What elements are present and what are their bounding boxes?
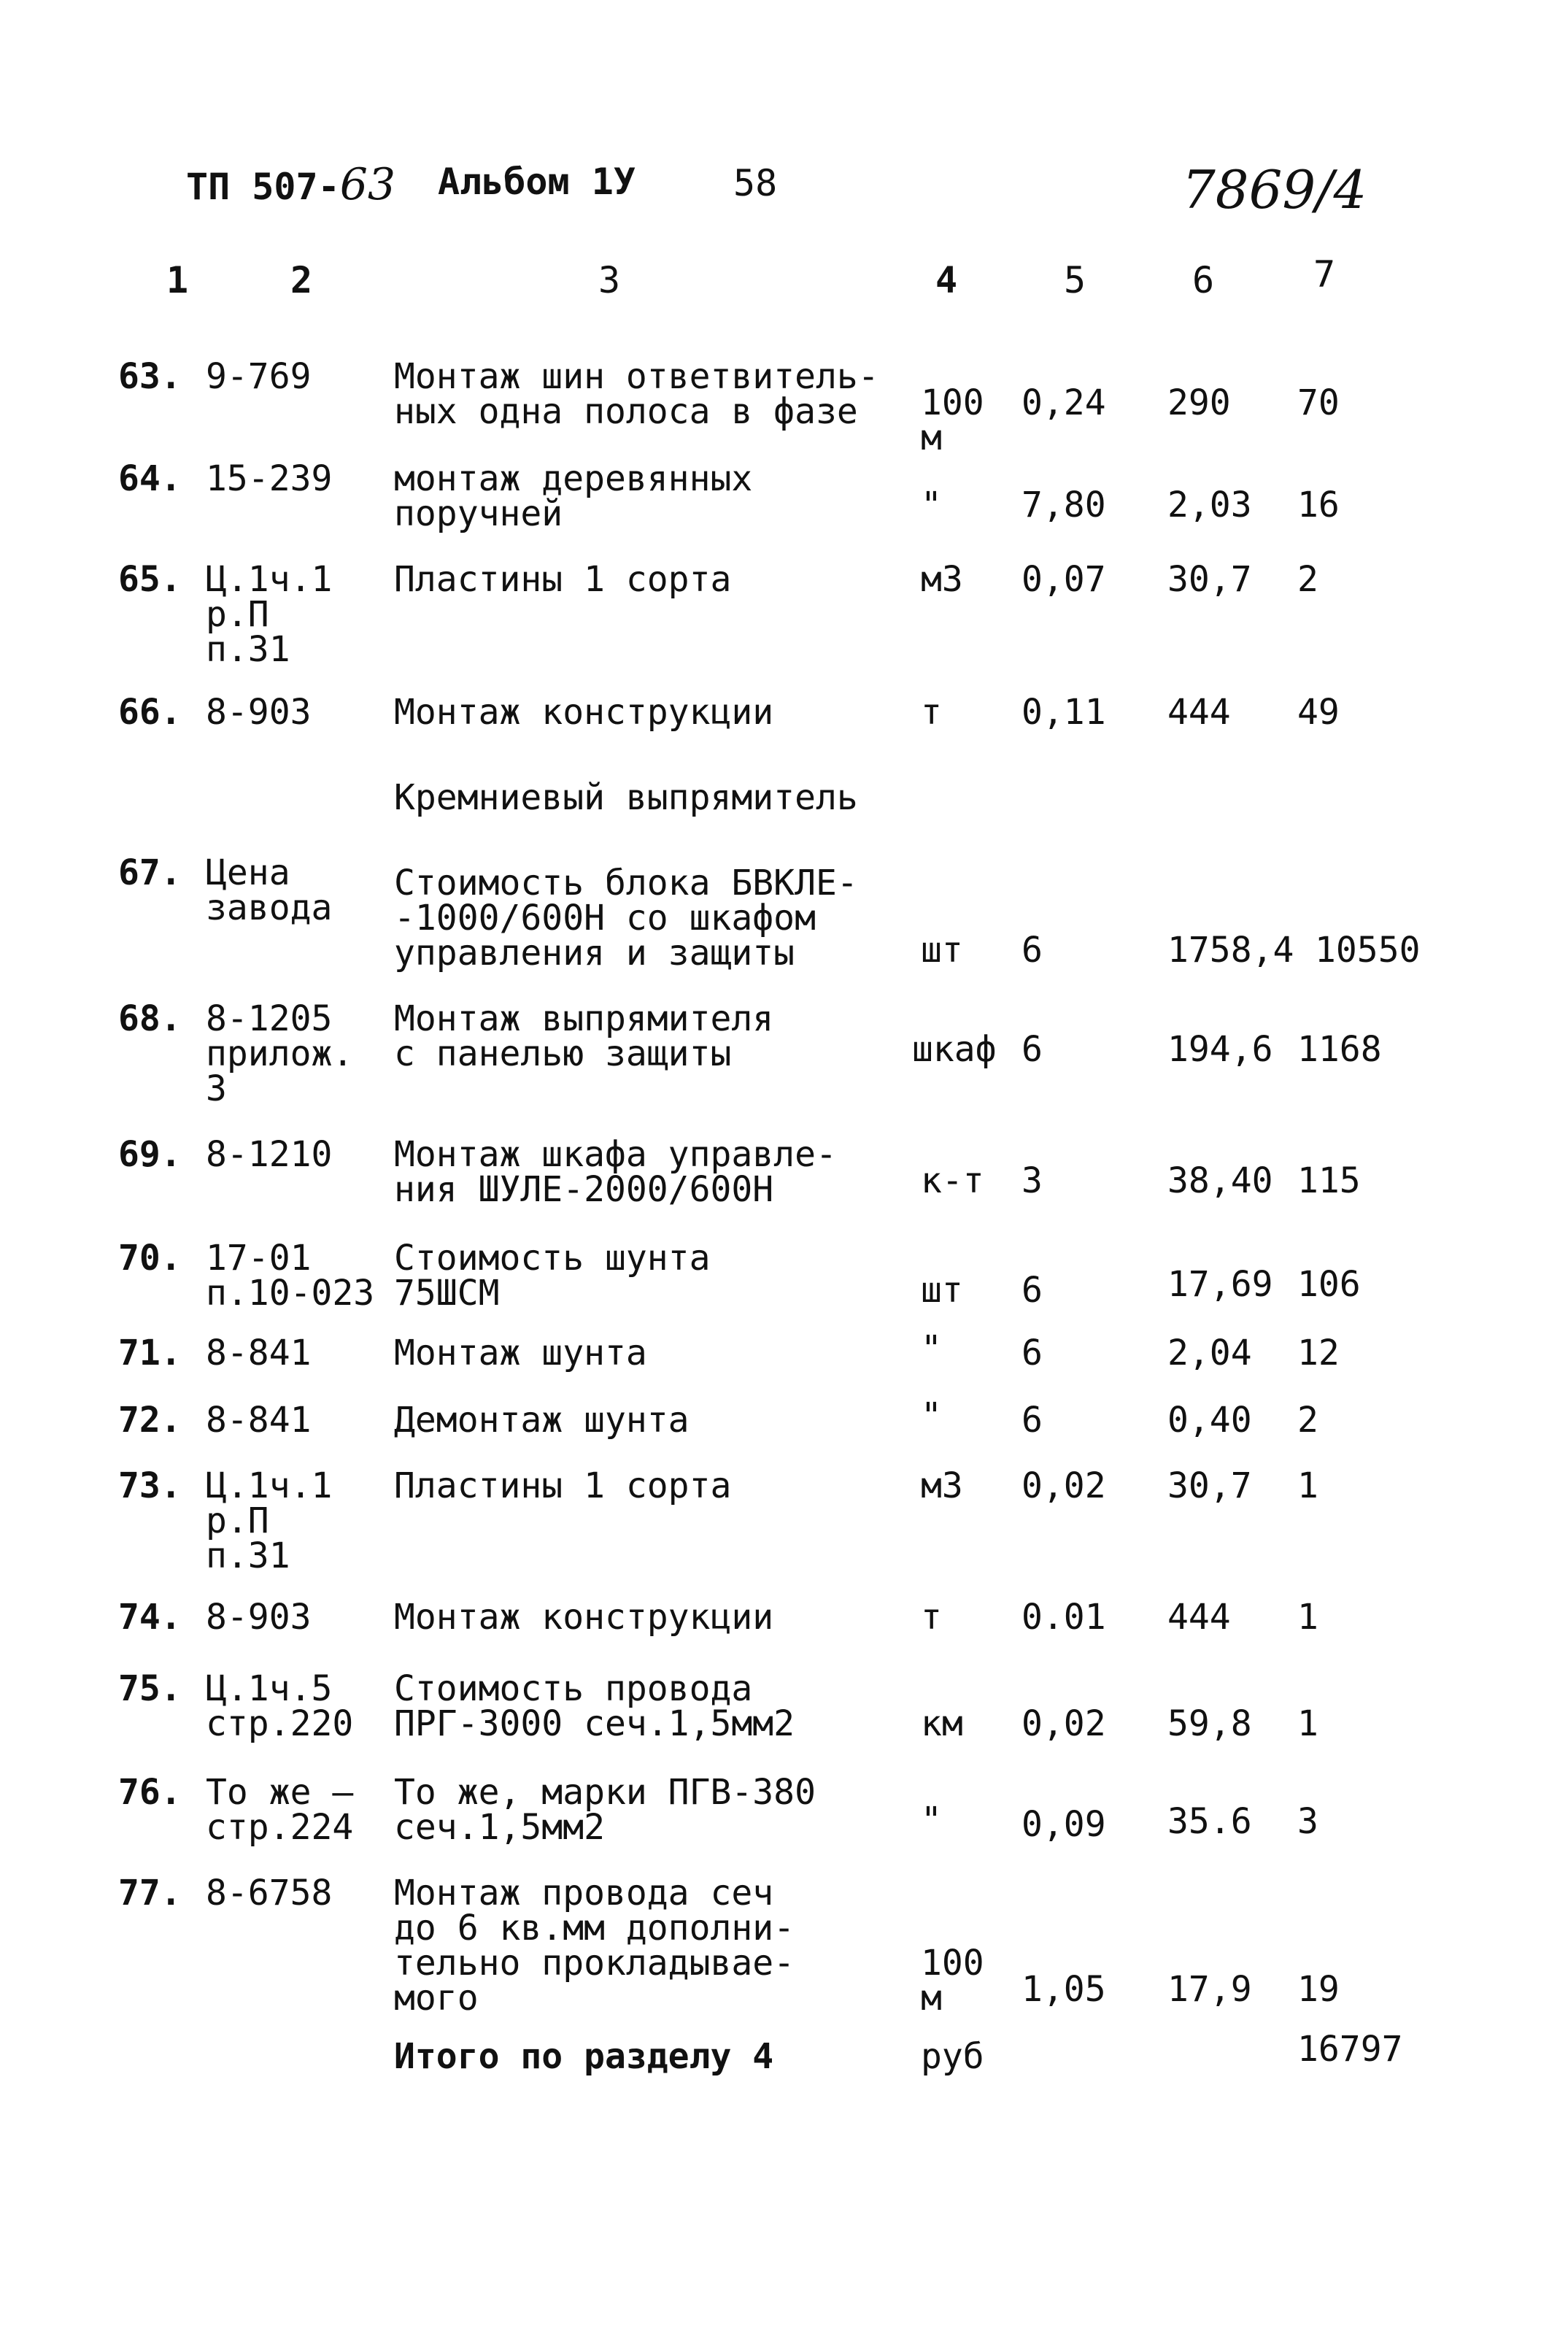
column-number: 7 <box>1313 253 1336 296</box>
row-number: 73. <box>118 1465 182 1506</box>
row-cost: 3 <box>1297 1801 1318 1842</box>
row-number: 64. <box>118 458 182 499</box>
row-code: 17-01 п.10-023 <box>206 1238 375 1314</box>
document-code-printed: ТП 507- <box>186 166 340 208</box>
row-code: 8-903 <box>206 1597 312 1638</box>
row-description: То же, марки ПГВ-380 сеч.1,5мм2 <box>394 1772 816 1848</box>
row-description: Стоимость блока БВКЛЕ- -1000/600Н со шкафом управления и защиты <box>394 863 858 974</box>
row-cost: 1 <box>1297 1597 1318 1638</box>
row-price: 35.6 <box>1167 1801 1252 1842</box>
row-number: 75. <box>118 1668 182 1709</box>
row-number: 69. <box>118 1134 182 1175</box>
page-number: 58 <box>733 162 778 204</box>
row-code: 9-769 <box>206 356 312 397</box>
row-description: монтаж деревянных поручней <box>394 458 753 534</box>
row-number: 77. <box>118 1873 182 1913</box>
row-unit: шт <box>921 1270 963 1311</box>
row-cost: 19 <box>1297 1969 1340 2010</box>
row-quantity: 0.01 <box>1021 1597 1106 1638</box>
row-number: 68. <box>118 998 182 1039</box>
row-number: 65. <box>118 559 182 600</box>
row-description: Пластины 1 сорта <box>394 1465 732 1506</box>
column-number: 6 <box>1192 259 1215 301</box>
row-price: 38,40 <box>1167 1160 1273 1201</box>
row-unit: 100 м <box>921 382 984 458</box>
row-number: 74. <box>118 1597 182 1638</box>
row-quantity: 6 <box>1021 1333 1043 1373</box>
row-quantity: 0,02 <box>1021 1703 1106 1744</box>
row-code: 15-239 <box>206 458 333 499</box>
row-unit: 100 м <box>921 1943 984 2019</box>
column-number: 1 <box>166 259 189 301</box>
row-code: 8-1205 прилож. 3 <box>206 998 354 1109</box>
row-description: Пластины 1 сорта <box>394 559 732 600</box>
row-quantity: 0,02 <box>1021 1465 1106 1506</box>
row-code: 8-1210 <box>206 1134 333 1175</box>
row-unit: т <box>921 1597 942 1638</box>
row-quantity: 6 <box>1021 1270 1043 1311</box>
row-unit: шкаф <box>912 1029 997 1070</box>
row-code: 8-903 <box>206 692 312 733</box>
row-cost: 106 <box>1297 1264 1361 1305</box>
row-cost: 1 <box>1297 1703 1318 1744</box>
archive-number: 7869/4 <box>1182 159 1367 220</box>
row-quantity: 0,11 <box>1021 692 1106 733</box>
row-price: 2,04 <box>1167 1333 1252 1373</box>
row-cost: 16 <box>1297 485 1340 525</box>
row-quantity: 3 <box>1021 1160 1043 1201</box>
row-cost: 1 <box>1297 1465 1318 1506</box>
row-unit: м3 <box>921 559 963 600</box>
row-number: 63. <box>118 356 182 397</box>
row-code: 8-841 <box>206 1400 312 1441</box>
row-description: Монтаж шкафа управле- ния ШУЛЕ-2000/600Н <box>394 1134 837 1210</box>
row-code: То же — стр.224 <box>206 1772 354 1848</box>
row-cost: 10550 <box>1315 930 1421 971</box>
row-price: 59,8 <box>1167 1703 1252 1744</box>
row-quantity: 7,80 <box>1021 485 1106 525</box>
row-unit: " <box>921 1328 942 1369</box>
row-quantity: 6 <box>1021 930 1043 971</box>
row-price: 2,03 <box>1167 485 1252 525</box>
row-cost: 12 <box>1297 1333 1340 1373</box>
row-quantity: 6 <box>1021 1029 1043 1070</box>
column-number: 3 <box>598 259 621 301</box>
row-code: Ц.1ч.1 р.П п.31 <box>206 1465 333 1576</box>
row-code: 8-841 <box>206 1333 312 1373</box>
row-cost: 70 <box>1297 382 1340 423</box>
row-price: 30,7 <box>1167 1465 1252 1506</box>
row-quantity: 6 <box>1021 1400 1043 1441</box>
album-label: Альбом 1У <box>438 161 636 203</box>
row-unit: " <box>921 485 942 525</box>
row-price: 290 <box>1167 382 1231 423</box>
row-price: 17,9 <box>1167 1969 1252 2010</box>
row-price: 444 <box>1167 1597 1231 1638</box>
row-description: Монтаж конструкции <box>394 692 774 733</box>
row-description: Монтаж шунта <box>394 1333 647 1373</box>
row-cost: 2 <box>1297 559 1318 600</box>
row-price: 444 <box>1167 692 1231 733</box>
row-code: Ц.1ч.1 р.П п.31 <box>206 559 333 670</box>
row-quantity: 0,09 <box>1021 1804 1106 1845</box>
row-unit: км <box>921 1703 963 1744</box>
row-cost: 2 <box>1297 1400 1318 1441</box>
row-number: 70. <box>118 1238 182 1279</box>
row-cost: 49 <box>1297 692 1340 733</box>
row-description: Демонтаж шунта <box>394 1400 690 1441</box>
row-number: 76. <box>118 1772 182 1813</box>
row-quantity: 0,07 <box>1021 559 1106 600</box>
row-unit: " <box>921 1395 942 1436</box>
row-unit: " <box>921 1800 942 1841</box>
row-number: 66. <box>118 692 182 733</box>
document-code-handwritten: 63 <box>339 159 396 210</box>
row-price: 17,69 <box>1167 1264 1273 1305</box>
row-price: 0,40 <box>1167 1400 1252 1441</box>
row-number: 72. <box>118 1400 182 1441</box>
row-unit: к-т <box>921 1160 984 1201</box>
document-code <box>186 159 395 210</box>
row-unit: шт <box>921 930 963 971</box>
row-cost: 1168 <box>1297 1029 1382 1070</box>
row-quantity: 0,24 <box>1021 382 1106 423</box>
row-description: Монтаж выпрямителя с панелью защиты <box>394 998 774 1074</box>
total-label: Итого по разделу 4 <box>394 2036 774 2077</box>
column-number: 2 <box>290 259 313 301</box>
row-code: Цена завода <box>206 852 333 928</box>
row-code: Ц.1ч.5 стр.220 <box>206 1668 354 1744</box>
row-description: Монтаж конструкции <box>394 1597 774 1638</box>
row-quantity: 1,05 <box>1021 1969 1106 2010</box>
row-unit: м3 <box>921 1465 963 1506</box>
row-description: Монтаж шин ответвитель- ных одна полоса в фазе <box>394 356 879 432</box>
row-number: 71. <box>118 1333 182 1373</box>
row-description: Стоимость провода ПРГ-3000 сеч.1,5мм2 <box>394 1668 795 1744</box>
row-description: Стоимость шунта 75ШСМ <box>394 1238 711 1314</box>
row-cost: 115 <box>1297 1160 1361 1201</box>
column-numbers <box>0 253 1568 317</box>
row-price: 1758,4 <box>1167 930 1294 971</box>
section-title: Кремниевый выпрямитель <box>394 777 858 818</box>
row-description: Монтаж провода сеч до 6 кв.мм дополни- тельно прокладывае- мого <box>394 1873 795 2019</box>
total-value: 16797 <box>1297 2029 1403 2070</box>
column-number: 5 <box>1064 259 1086 301</box>
row-unit: т <box>921 692 942 733</box>
row-number: 67. <box>118 852 182 893</box>
row-price: 30,7 <box>1167 559 1252 600</box>
column-number: 4 <box>935 259 958 301</box>
total-unit: руб <box>921 2036 984 2077</box>
row-code: 8-6758 <box>206 1873 333 1913</box>
row-price: 194,6 <box>1167 1029 1273 1070</box>
